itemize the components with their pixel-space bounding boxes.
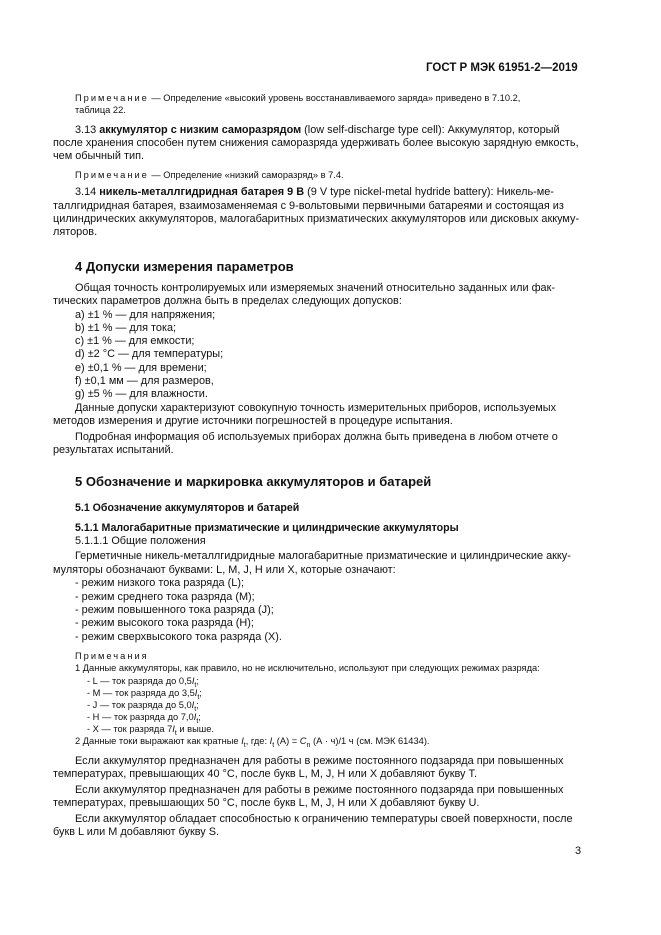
discharge-rate-item: - режим сверхвысокого тока разряда (X). bbox=[75, 631, 282, 643]
section-5-para-3-line-2: температурах, превышающих 50 °С, после букв L, M, J, H или X добавляют букву U. bbox=[53, 797, 480, 809]
note-2 bbox=[75, 169, 344, 181]
item-punctuation: и выше. bbox=[176, 724, 215, 734]
item-punctuation: ; bbox=[196, 700, 199, 710]
current-subscript: t bbox=[194, 705, 197, 713]
note-text: — Определение «низкий саморазряд» в 7.4. bbox=[151, 170, 344, 180]
capacity-symbol: C bbox=[299, 736, 307, 746]
section-4-heading: 4 Допуски измерения параметров bbox=[75, 259, 294, 274]
tolerance-item: f) ±0,1 мм — для размеров, bbox=[75, 375, 214, 387]
discharge-rate-item: - режим среднего тока разряда (M); bbox=[75, 591, 255, 603]
item-punctuation: ; bbox=[199, 688, 202, 698]
note-label: Примечание bbox=[75, 93, 149, 103]
note-2-part: , где: bbox=[245, 736, 270, 746]
note-1-line-1 bbox=[75, 92, 583, 104]
subsection-5-1-1-heading: 5.1.1 Малогабаритные призматические и цилиндрические аккумуляторы bbox=[75, 522, 459, 534]
note-label: Примечание bbox=[75, 170, 149, 180]
tolerance-item: g) ±5 % — для влажности. bbox=[75, 388, 208, 400]
definition-term: никель-металлгидридная батарея 9 В bbox=[99, 186, 305, 198]
current-symbol: I bbox=[191, 676, 195, 686]
note-1-item-text: - M — ток разряда до 3,5 bbox=[87, 688, 195, 698]
tolerance-item: c) ±1 % — для емкости; bbox=[75, 335, 195, 347]
definition-3-14-line-2: таллгидридная батарея, взаимозаменяемая с 9-вольтовыми первичными батареями и состоящая из bbox=[53, 200, 564, 212]
section-4-para-2-line-1: Данные допуски характеризуют совокупную точность измерительных приборов, используемых bbox=[75, 402, 557, 414]
note-1-item-text: - J — ток разряда до 5,0 bbox=[87, 700, 192, 710]
note-2-part: (А · ч)/1 ч (см. МЭК 61434). bbox=[310, 736, 430, 746]
document-header: ГОСТ Р МЭК 61951-2—2019 bbox=[426, 62, 578, 74]
current-subscript: t bbox=[243, 741, 246, 749]
section-4-para-3-line-1: Подробная информация об используемых приборах должна быть приведена в любом отчете о bbox=[75, 431, 558, 443]
item-punctuation: ; bbox=[198, 712, 201, 722]
current-symbol: I bbox=[193, 712, 197, 722]
section-4-para-2-line-2: методов измерения и другие источники погрешностей в процедуре испытания. bbox=[53, 415, 453, 427]
section-5-para-3-line-1: Если аккумулятор предназначен для работы в режиме постоянного подзаряда при повышенных bbox=[75, 784, 564, 796]
definition-3-13-line-3: чем обычный тип. bbox=[53, 150, 144, 162]
section-5-para-4-line-1: Если аккумулятор обладает способностью к ограничению температуры своей поверхности, после bbox=[75, 813, 573, 825]
definition-3-14-line-3: цилиндрических аккумуляторов, малогабаритных призматических аккумуляторов или дисковых аккуму- bbox=[53, 213, 580, 225]
subsection-5-1-heading: 5.1 Обозначение аккумуляторов и батарей bbox=[75, 502, 300, 514]
current-subscript: t bbox=[197, 693, 200, 701]
note-2-text bbox=[75, 735, 430, 752]
tolerance-item: b) ±1 % — для тока; bbox=[75, 322, 177, 334]
note-text: — Определение «высокий уровень восстанавливаемого заряда» приведено в 7.10.2, bbox=[151, 93, 521, 103]
section-5-para-1-line-1: Герметичные никель-металлгидридные малогабаритные призматические и цилиндрические акку- bbox=[75, 550, 571, 562]
current-symbol: I bbox=[194, 688, 198, 698]
page-number: 3 bbox=[575, 845, 582, 857]
current-subscript: t bbox=[272, 741, 275, 749]
definition-3-14-line-1 bbox=[75, 186, 554, 199]
tolerance-item: a) ±1 % — для напряжения; bbox=[75, 309, 216, 321]
current-subscript: t bbox=[174, 729, 177, 737]
note-1-item-text: - X — ток разряда 7 bbox=[87, 724, 173, 734]
note-1-line-2: таблица 22. bbox=[75, 105, 126, 115]
tolerance-item: d) ±2 °С — для температуры; bbox=[75, 348, 224, 360]
current-symbol: I bbox=[191, 700, 195, 710]
definition-text: (9 V type nickel-metal hydride battery): Никель-ме- bbox=[307, 186, 554, 198]
current-symbol: I bbox=[172, 724, 175, 734]
note-1-item-text: - L — ток разряда до 0,5 bbox=[87, 676, 192, 686]
capacity-subscript: n bbox=[306, 741, 311, 749]
note-1-item-text: - H — ток разряда до 7,0 bbox=[87, 712, 194, 722]
subsection-5-1-1-1-heading: 5.1.1.1 Общие положения bbox=[75, 535, 206, 547]
notes-label: Примечания bbox=[75, 651, 149, 661]
section-4-para-3-line-2: результатах испытаний. bbox=[53, 444, 174, 456]
section-5-para-2-line-1: Если аккумулятор предназначен для работы в режиме постоянного подзаряда при повышенных bbox=[75, 755, 564, 767]
definition-3-14-line-4: ляторов. bbox=[53, 226, 98, 238]
item-punctuation: ; bbox=[196, 676, 199, 686]
definition-3-13-line-2: после хранения способен путем снижения саморазряда удерживать более высокую зарядную емкость, bbox=[53, 137, 579, 149]
current-subscript: t bbox=[194, 681, 197, 689]
section-5-para-4-line-2: букв L или M добавляют букву S. bbox=[53, 826, 220, 838]
current-subscript: t bbox=[196, 717, 199, 725]
section-5-heading: 5 Обозначение и маркировка аккумуляторов и батарей bbox=[75, 474, 432, 489]
section-4-intro-line-2: тических параметров должна быть в пределах следующих допусков: bbox=[53, 295, 402, 307]
note-1-text: 1 Данные аккумуляторы, как правило, но не исключительно, используют при следующих режимах разряда: bbox=[75, 663, 540, 673]
current-symbol: I bbox=[269, 736, 273, 746]
note-2-part: (А) = bbox=[274, 736, 300, 746]
discharge-rate-item: - режим низкого тока разряда (L); bbox=[75, 577, 244, 589]
discharge-rate-item: - режим повышенного тока разряда (J); bbox=[75, 604, 274, 616]
note-2-part: 2 Данные токи выражают как кратные bbox=[75, 736, 242, 746]
definition-3-13-line-1 bbox=[75, 124, 560, 137]
discharge-rate-item: - режим высокого тока разряда (H); bbox=[75, 617, 254, 629]
tolerance-item: e) ±0,1 % — для времени; bbox=[75, 362, 207, 374]
section-4-intro-line-1: Общая точность контролируемых или измеряемых значений относительно заданных или фак- bbox=[75, 282, 556, 294]
section-5-para-1-line-2: муляторы обозначают буквами: L, M, J, H или X, которые означают: bbox=[53, 564, 396, 576]
definition-text: (low self-discharge type cell): Аккумулятор, который bbox=[304, 124, 560, 136]
section-5-para-2-line-2: температурах, превышающих 40 °С, после букв L, M, J, H или X добавляют букву T. bbox=[53, 768, 477, 780]
current-symbol: I bbox=[241, 736, 244, 746]
definition-number: 3.13 bbox=[75, 124, 97, 136]
definition-number: 3.14 bbox=[75, 186, 97, 198]
definition-term: аккумулятор с низким саморазрядом bbox=[99, 124, 302, 136]
